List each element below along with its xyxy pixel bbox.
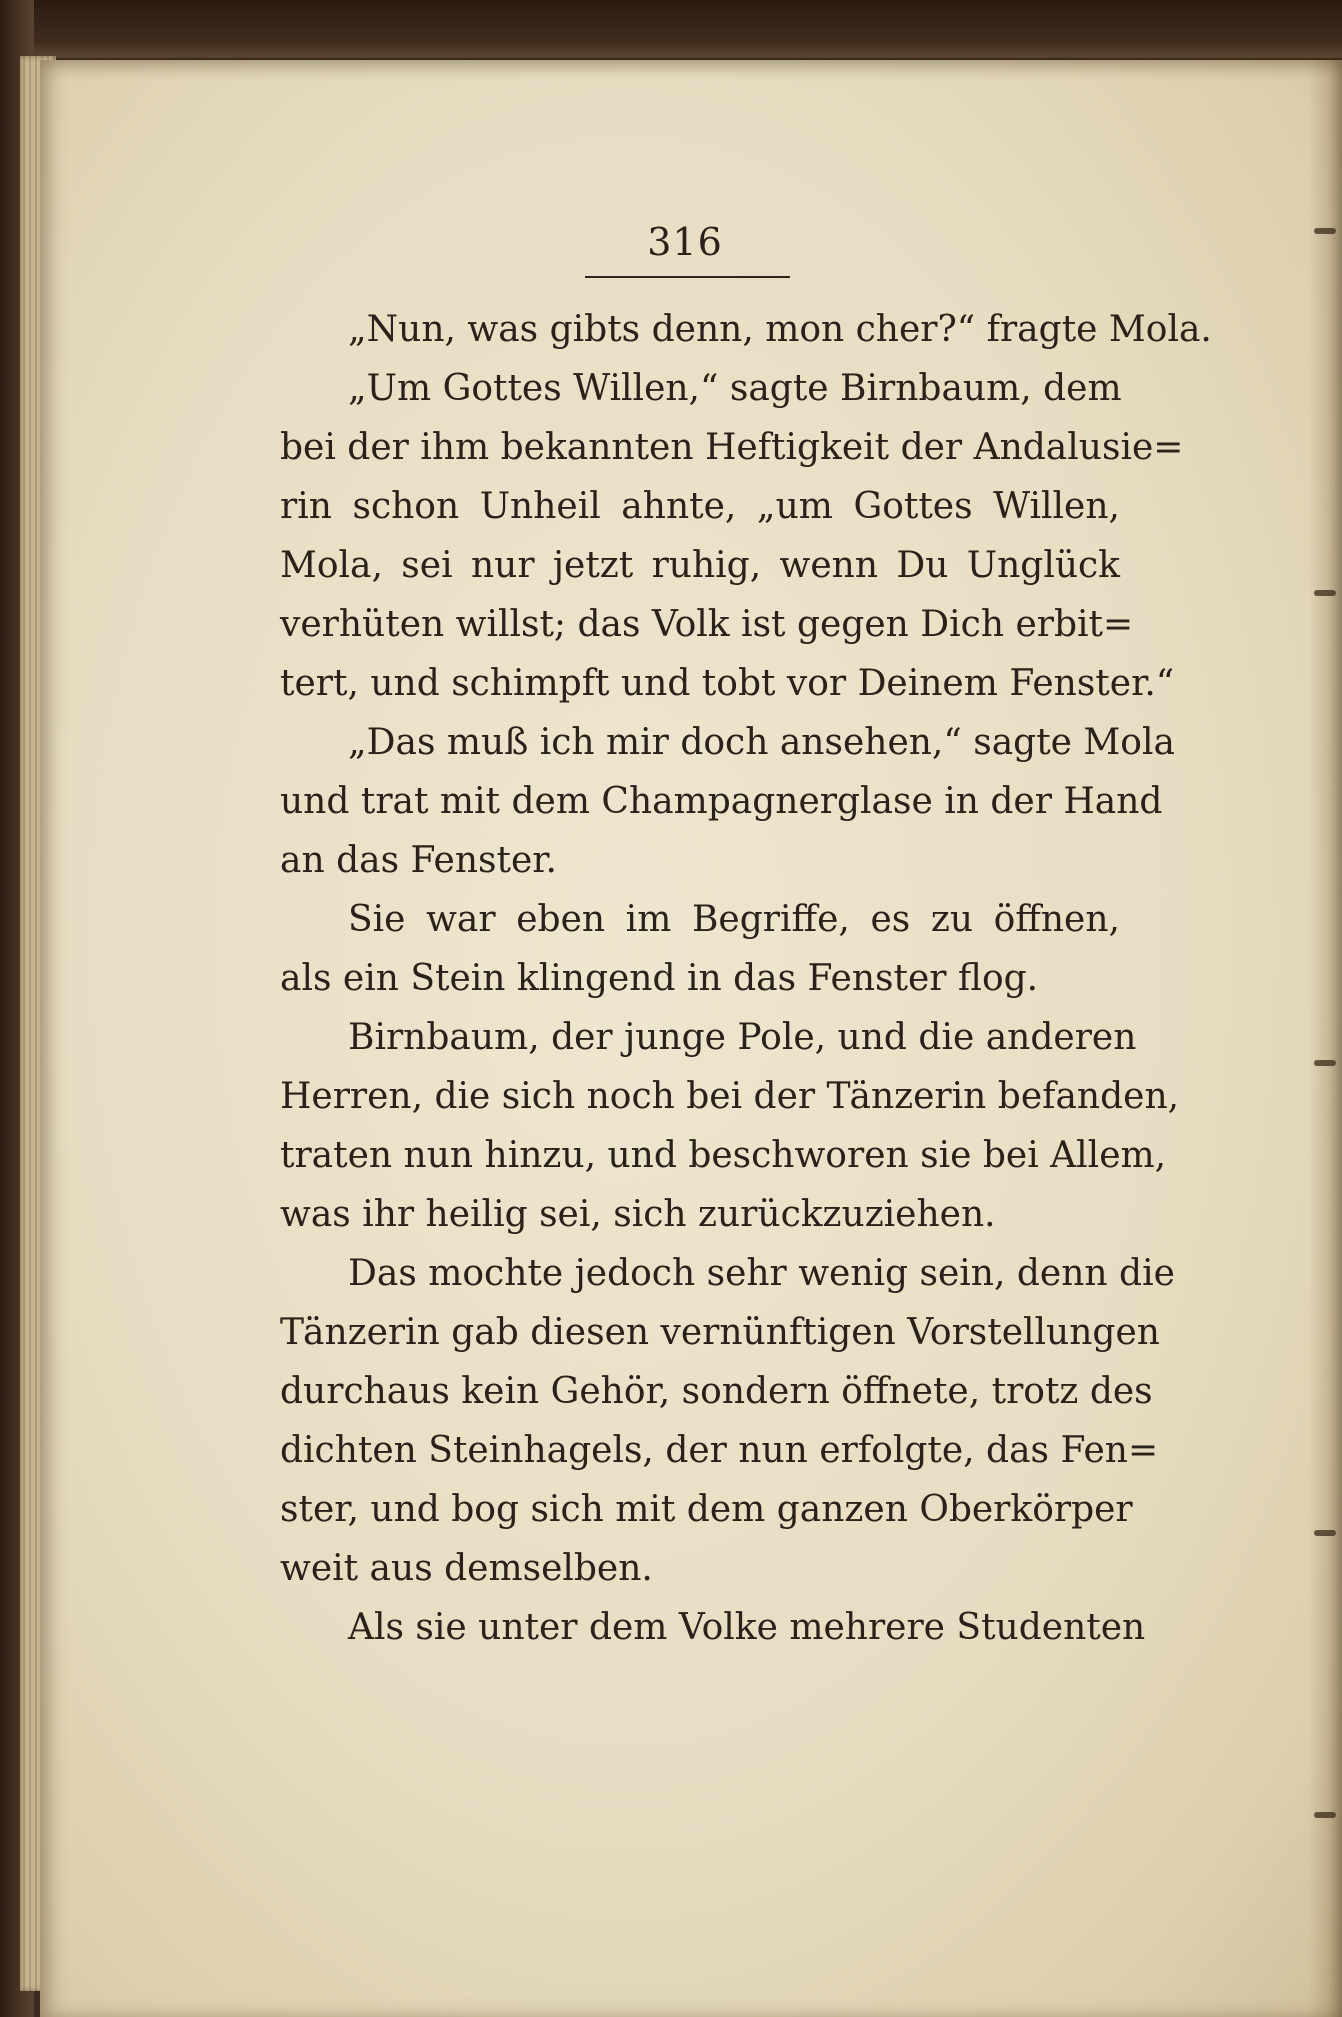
- text-line: verhüten willst; das Volk ist gegen Dich erbit=: [280, 604, 1134, 645]
- text-line: durchaus kein Gehör, sondern öffnete, trotz des: [280, 1371, 1153, 1412]
- text-line: Tänzerin gab diesen vernünftigen Vorstellungen: [280, 1312, 1160, 1353]
- text-line: Als sie unter dem Volke mehrere Studenten: [348, 1607, 1146, 1648]
- binding-stitch: [1314, 590, 1336, 596]
- text-line: Das mochte jedoch sehr wenig sein, denn die: [348, 1253, 1175, 1294]
- header-rule: [585, 276, 790, 278]
- binding-stitch: [1314, 1530, 1336, 1536]
- page-number: 316: [647, 220, 723, 264]
- text-line: Birnbaum, der junge Pole, und die anderen: [348, 1017, 1137, 1058]
- text-line: dichten Steinhagels, der nun erfolgte, das Fen=: [280, 1430, 1159, 1471]
- binding-stitch: [1314, 228, 1336, 234]
- text-line: weit aus demselben.: [280, 1548, 653, 1589]
- text-line: rin schon Unheil ahnte, „um Gottes Willen,: [280, 486, 1120, 527]
- text-line: was ihr heilig sei, sich zurückzuziehen.: [280, 1194, 996, 1235]
- book-cover-top: [0, 0, 1342, 58]
- text-line: „Das muß ich mir doch ansehen,“ sagte Mola: [348, 722, 1175, 763]
- text-line: Sie war eben im Begriffe, es zu öffnen,: [348, 899, 1120, 940]
- body-text: [280, 300, 1212, 1657]
- binding-shadow: [1308, 60, 1342, 2017]
- text-line: Mola, sei nur jetzt ruhig, wenn Du Unglück: [280, 545, 1120, 586]
- text-line: tert, und schimpft und tobt vor Deinem Fenster.“: [280, 663, 1175, 704]
- text-line: bei der ihm bekannten Heftigkeit der Andalusie=: [280, 427, 1184, 468]
- text-line: „Um Gottes Willen,“ sagte Birnbaum, dem: [348, 368, 1122, 409]
- text-line: als ein Stein klingend in das Fenster flog.: [280, 958, 1039, 999]
- text-line: und trat mit dem Champagnerglase in der Hand: [280, 781, 1163, 822]
- text-line: ster, und bog sich mit dem ganzen Oberkörper: [280, 1489, 1133, 1530]
- binding-stitch: [1314, 1812, 1336, 1818]
- binding-stitch: [1314, 1060, 1336, 1066]
- text-line: „Nun, was gibts denn, mon cher?“ fragte Mola.: [348, 309, 1212, 350]
- text-line: Herren, die sich noch bei der Tänzerin befanden,: [280, 1076, 1180, 1117]
- text-line: an das Fenster.: [280, 840, 557, 881]
- text-line: traten nun hinzu, und beschworen sie bei Allem,: [280, 1135, 1167, 1176]
